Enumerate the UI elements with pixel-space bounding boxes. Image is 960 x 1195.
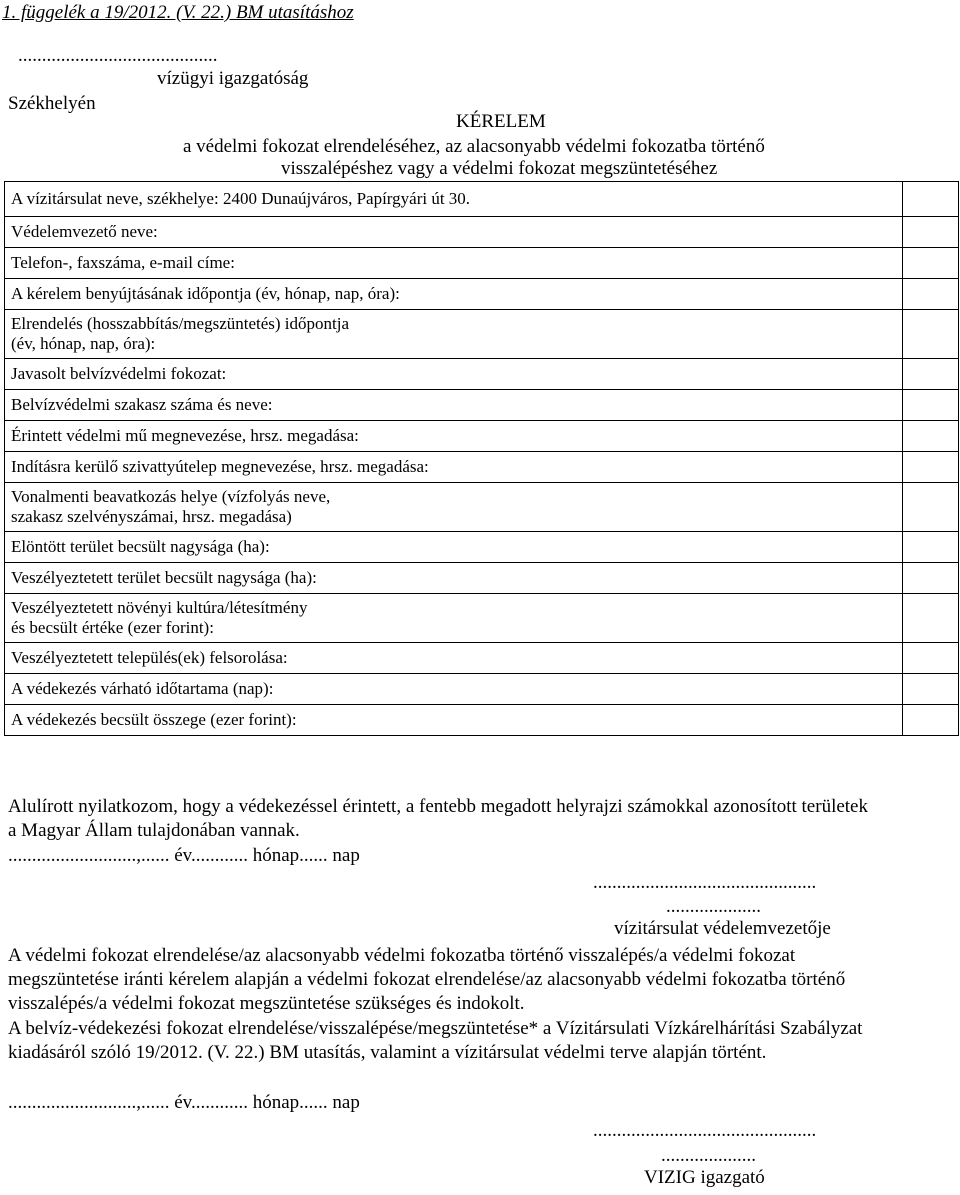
declaration-text: Alulírott nyilatkozom, hogy a védekezéssel érintett, a fentebb megadott helyrajzi számokkal azonosított területek a Magyar Állam tulajdonában vannak. [8,796,868,841]
approval-signature-dots-2: .................... [661,1145,756,1166]
annex-reference: 1. függelék a 19/2012. (V. 22.) BM utasításhoz [2,2,354,23]
seat-label: Székhelyén [8,93,96,114]
form-row [5,359,959,390]
form-row-value-cell[interactable] [903,182,959,217]
form-row-label-line: Javasolt belvízvédelmi fokozat: [11,364,227,383]
form-row-label-line: Védelemvezető neve: [11,222,158,241]
form-row-label-line: Veszélyeztetett terület becsült nagysága (ha): [11,568,317,587]
form-row-label [5,643,903,674]
declaration-signature-dots: ............................................... [593,872,817,893]
form-row-label [5,674,903,705]
form-row-value-cell[interactable] [903,483,959,532]
form-row-label-line: Telefon-, faxszáma, e-mail címe: [11,253,235,272]
form-row-label-line: Belvízvédelmi szakasz száma és neve: [11,395,273,414]
form-row-value-cell[interactable] [903,217,959,248]
declaration-signer-title: vízitársulat védelemvezetője [614,918,831,939]
form-row-label-line: A védekezés becsült összege (ezer forint): [11,710,297,729]
form-row-label [5,421,903,452]
form-row [5,532,959,563]
form-row-label [5,248,903,279]
form-row [5,594,959,643]
form-row [5,182,959,217]
form-row-value-cell[interactable] [903,532,959,563]
form-row-label [5,310,903,359]
form-row-label-line: Érintett védelmi mű megnevezése, hrsz. megadása: [11,426,359,445]
form-row-label [5,594,903,643]
form-row-label-line: A védekezés várható időtartama (nap): [11,679,274,698]
form-row-label-line: Veszélyeztetett növényi kultúra/létesítmény [11,598,308,617]
declaration-date: ...........................,...... év............ hónap...... nap [8,845,360,866]
approval-text: A védelmi fokozat elrendelése/az alacsonyabb védelmi fokozatba történő visszalépés/a védelmi fokozat megszüntetése iránti kérelem alapján a védelmi fokozat elrendelése/az alacsonyabb védelmi fokozatba történő visszalépés/a védelmi fokozat megszüntetése szükséges és indokolt. [8,945,846,1014]
form-row-value-cell[interactable] [903,421,959,452]
approval-signer-title: VIZIG igazgató [644,1167,765,1188]
form-row [5,563,959,594]
form-row-label [5,452,903,483]
request-form-table [4,181,959,736]
form-row-label [5,359,903,390]
form-row-label-line: Vonalmenti beavatkozás helye (vízfolyás neve, [11,487,331,506]
form-row [5,310,959,359]
form-row-label-line-2: szakasz szelvényszámai, hrsz. megadása) [11,507,292,526]
form-row [5,248,959,279]
form-row-value-cell[interactable] [903,705,959,736]
form-row-value-cell[interactable] [903,594,959,643]
form-row [5,674,959,705]
title-line-2: visszalépéshez vagy a védelmi fokozat megszüntetéséhez [281,158,718,179]
form-row-label [5,217,903,248]
approval-legal-basis: A belvíz-védekezési fokozat elrendelése/visszalépése/megszüntetése* a Vízitársulati Vízkárelhárítási Szabályzat kiadásáról szóló 19/2012. (V. 22.) BM utasítás, valamint a vízitársulat védelmi terve alapján történt. [8,1018,863,1063]
form-row-label-line-2: és becsült értéke (ezer forint): [11,618,214,637]
form-row-label [5,532,903,563]
approval-date: ...........................,...... év............ hónap...... nap [8,1092,360,1113]
form-row-label [5,279,903,310]
form-row-value-cell[interactable] [903,279,959,310]
form-row-label [5,705,903,736]
form-row-label [5,563,903,594]
form-row [5,643,959,674]
form-row-value-cell[interactable] [903,563,959,594]
form-row-value-cell[interactable] [903,452,959,483]
form-row [5,452,959,483]
form-row-label-line: Elrendelés (hosszabbítás/megszüntetés) időpontja [11,314,350,333]
form-row [5,390,959,421]
form-row-label-line: A vízitársulat neve, székhelye: 2400 Dunaújváros, Papírgyári út 30. [11,189,471,208]
form-row [5,705,959,736]
form-row-value-cell[interactable] [903,643,959,674]
declaration-signature-dots-2: .................... [666,896,761,917]
form-row [5,217,959,248]
form-row-label [5,390,903,421]
form-row [5,483,959,532]
org-dots: .......................................... [18,45,218,66]
form-row-label-line-2: (év, hónap, nap, óra): [11,334,156,353]
form-row [5,421,959,452]
form-row-value-cell[interactable] [903,674,959,705]
title-line-1: a védelmi fokozat elrendeléséhez, az alacsonyabb védelmi fokozatba történő [183,136,765,157]
page-title: KÉRELEM [456,111,546,132]
form-row-label [5,483,903,532]
form-row-label-line: Veszélyeztetett település(ek) felsorolása: [11,648,288,667]
org-name: vízügyi igazgatóság [157,68,309,89]
form-row-value-cell[interactable] [903,359,959,390]
form-row-label [5,182,903,217]
approval-signature-dots: ............................................... [593,1120,817,1141]
form-row [5,279,959,310]
form-row-label-line: Elöntött terület becsült nagysága (ha): [11,537,270,556]
form-row-value-cell[interactable] [903,310,959,359]
form-row-label-line: A kérelem benyújtásának időpontja (év, hónap, nap, óra): [11,284,400,303]
form-row-value-cell[interactable] [903,248,959,279]
form-row-value-cell[interactable] [903,390,959,421]
form-row-label-line: Indításra kerülő szivattyútelep megnevezése, hrsz. megadása: [11,457,429,476]
